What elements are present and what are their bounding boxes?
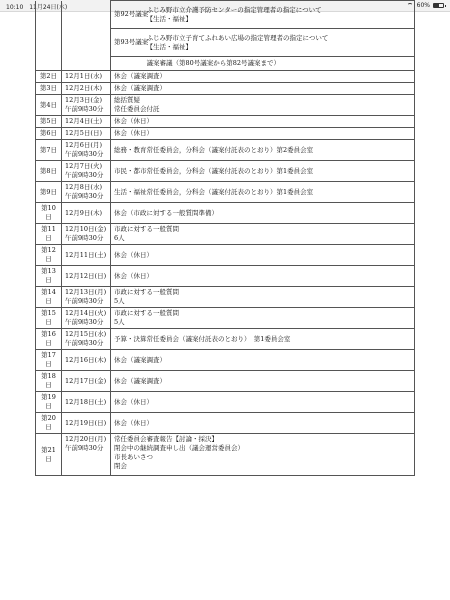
schedule-row	[36, 413, 415, 434]
date-cell	[62, 224, 111, 245]
date-line: 12月10日(金)	[65, 225, 107, 233]
date-line: 12月17日(金)	[65, 376, 107, 385]
detail-cell	[111, 95, 415, 116]
bill-row	[36, 1, 415, 29]
detail-cell	[111, 413, 415, 434]
detail-line: 総務・教育常任委員会，分科会（議案付託表のとおり）第2委員会室	[114, 145, 314, 154]
detail-line: 休会（休日）	[114, 250, 153, 259]
schedule-row	[36, 128, 415, 140]
date-line: 12月18日(土)	[65, 397, 107, 406]
bill-title	[144, 29, 415, 57]
date-cell	[62, 116, 111, 128]
date-line: 12月7日(火)	[65, 162, 102, 170]
date-line: 午前9時30分	[65, 339, 104, 347]
detail-cell	[111, 71, 415, 83]
date-cell	[62, 350, 111, 371]
bill-row	[36, 57, 415, 71]
day-number: 第4日	[36, 95, 62, 116]
schedule-row	[36, 203, 415, 224]
detail-cell	[111, 392, 415, 413]
schedule-row	[36, 266, 415, 287]
day-number: 第3日	[36, 83, 62, 95]
date-line: 12月12日(日)	[65, 271, 107, 280]
detail-cell	[111, 245, 415, 266]
date-line: 午前9時30分	[65, 297, 104, 305]
detail-line: 予算・決算常任委員会（議案付託表のとおり） 第1委員会室	[114, 334, 291, 343]
date-line: 12月9日(木)	[65, 208, 102, 217]
date-cell	[62, 140, 111, 161]
detail-cell	[111, 266, 415, 287]
day-number: 第18日	[36, 371, 62, 392]
date-line: 午前9時30分	[65, 234, 104, 242]
date-line: 12月6日(月)	[65, 141, 102, 149]
detail-cell	[111, 434, 415, 476]
bill-title-line: 議案審議（第80号議案から第82号議案まで）	[146, 59, 281, 67]
schedule-row	[36, 371, 415, 392]
date-line: 12月1日(水)	[65, 72, 102, 80]
date-line: 午前9時30分	[65, 318, 104, 326]
day-number: 第15日	[36, 308, 62, 329]
date-cell	[62, 245, 111, 266]
schedule-row	[36, 140, 415, 161]
detail-cell	[111, 329, 415, 350]
day-number: 第19日	[36, 392, 62, 413]
date-cell	[62, 57, 111, 71]
schedule-row	[36, 329, 415, 350]
date-cell	[62, 434, 111, 476]
detail-cell	[111, 161, 415, 182]
day-number: 第5日	[36, 116, 62, 128]
schedule-row	[36, 287, 415, 308]
bill-number: 第92号議案	[111, 1, 144, 29]
schedule-row	[36, 308, 415, 329]
day-number: 第10日	[36, 203, 62, 224]
schedule-row	[36, 161, 415, 182]
date-cell	[62, 71, 111, 83]
detail-cell	[111, 182, 415, 203]
bill-number	[111, 57, 144, 71]
detail-line: 6人	[114, 234, 125, 242]
detail-line: 市民・都市常任委員会，分科会（議案付託表のとおり）第1委員会室	[114, 166, 314, 175]
day-number: 第11日	[36, 224, 62, 245]
schedule-row	[36, 224, 415, 245]
date-line: 午前9時30分	[65, 444, 104, 452]
bill-title	[144, 57, 415, 71]
bill-number: 第93号議案	[111, 29, 144, 57]
date-line: 12月8日(水)	[65, 183, 102, 191]
day-number: 第9日	[36, 182, 62, 203]
date-line: 午前9時30分	[65, 171, 104, 179]
date-line: 午前9時30分	[65, 105, 104, 113]
detail-line: 休会（議案調査）	[114, 72, 166, 80]
schedule-row	[36, 245, 415, 266]
date-cell	[62, 203, 111, 224]
day-number: 第14日	[36, 287, 62, 308]
date-cell	[62, 1, 111, 29]
date-line: 12月2日(木)	[65, 84, 102, 92]
detail-line: 休会（市政に対する一般質問準備）	[114, 208, 218, 217]
date-line: 12月14日(火)	[65, 309, 107, 317]
day-number: 第21日	[36, 434, 62, 476]
date-line: 12月15日(水)	[65, 330, 107, 338]
date-cell	[62, 95, 111, 116]
day-number: 第7日	[36, 140, 62, 161]
date-cell	[62, 371, 111, 392]
detail-line: 市長あいさつ	[114, 453, 153, 461]
detail-cell	[111, 116, 415, 128]
battery-percent: 60%	[416, 2, 430, 9]
detail-line: 閉会中の継続調査申し出（議会運営委員会）	[114, 444, 244, 452]
date-cell	[62, 392, 111, 413]
schedule-row	[36, 182, 415, 203]
date-line: 12月5日(日)	[65, 129, 102, 137]
detail-cell	[111, 308, 415, 329]
day-number: 第17日	[36, 350, 62, 371]
schedule-row	[36, 71, 415, 83]
detail-line: 休会（休日）	[114, 117, 153, 125]
detail-line: 5人	[114, 297, 125, 305]
date-cell	[62, 83, 111, 95]
detail-line: 休会（休日）	[114, 397, 153, 406]
date-line: 12月11日(土)	[65, 250, 107, 259]
date-line: 12月19日(日)	[65, 418, 107, 427]
document-page	[35, 0, 415, 600]
schedule-row	[36, 350, 415, 371]
date-line: 12月3日(金)	[65, 96, 102, 104]
schedule-row	[36, 83, 415, 95]
detail-cell	[111, 350, 415, 371]
detail-line: 生活・福祉常任委員会，分科会（議案付託表のとおり）第1委員会室	[114, 187, 314, 196]
detail-cell	[111, 224, 415, 245]
detail-cell	[111, 128, 415, 140]
bill-title-line: 【生活・福祉】	[146, 14, 192, 23]
bill-row	[36, 29, 415, 57]
detail-line: 休会（休日）	[114, 271, 153, 280]
day-number: 第20日	[36, 413, 62, 434]
battery-icon	[433, 3, 444, 8]
day-number: 第8日	[36, 161, 62, 182]
detail-cell	[111, 83, 415, 95]
schedule-table	[35, 0, 415, 476]
date-cell	[62, 287, 111, 308]
detail-line: 休会（議案調査）	[114, 355, 166, 364]
day-number: 第2日	[36, 71, 62, 83]
date-cell	[62, 29, 111, 57]
detail-line: 休会（議案調査）	[114, 376, 166, 385]
day-cell	[36, 29, 62, 57]
detail-line: 閉会	[114, 462, 127, 470]
schedule-row	[36, 95, 415, 116]
detail-cell	[111, 287, 415, 308]
day-cell	[36, 1, 62, 29]
detail-line: 常任委員会付託	[114, 105, 160, 113]
detail-line: 常任委員会審査報告【討論・採決】	[114, 435, 218, 443]
bill-title-line: 【生活・福祉】	[146, 42, 192, 51]
date-line: 12月20日(月)	[65, 435, 107, 443]
detail-line: 休会（休日）	[114, 129, 153, 137]
date-line: 12月13日(月)	[65, 288, 107, 296]
detail-line: 総括質疑	[114, 96, 140, 104]
detail-line: 5人	[114, 318, 125, 326]
date-line: 午前9時30分	[65, 150, 104, 158]
bill-title-line: ふじみ野市立介護予防センターの指定管理者の指定について	[146, 5, 322, 14]
schedule-row	[36, 116, 415, 128]
date-cell	[62, 161, 111, 182]
detail-cell	[111, 140, 415, 161]
day-number: 第16日	[36, 329, 62, 350]
detail-cell	[111, 371, 415, 392]
status-date: 11月24日(水)	[29, 4, 68, 11]
detail-line: 市政に対する一般質問	[114, 288, 179, 296]
bill-title	[144, 1, 415, 29]
day-number: 第6日	[36, 128, 62, 140]
detail-line: 休会（議案調査）	[114, 84, 166, 92]
date-line: 12月16日(木)	[65, 355, 107, 364]
date-line: 午前9時30分	[65, 192, 104, 200]
detail-line: 市政に対する一般質問	[114, 225, 179, 233]
status-time: 10:10	[6, 4, 24, 11]
bill-title-line: ふじみ野市立子育てふれあい広場の指定管理者の指定について	[146, 33, 329, 42]
schedule-row	[36, 434, 415, 476]
detail-line: 休会（休日）	[114, 418, 153, 427]
date-cell	[62, 308, 111, 329]
detail-cell	[111, 203, 415, 224]
date-cell	[62, 413, 111, 434]
date-cell	[62, 182, 111, 203]
date-cell	[62, 329, 111, 350]
date-line: 12月4日(土)	[65, 117, 102, 125]
date-cell	[62, 128, 111, 140]
day-number: 第13日	[36, 266, 62, 287]
date-cell	[62, 266, 111, 287]
detail-line: 市政に対する一般質問	[114, 309, 179, 317]
day-cell	[36, 57, 62, 71]
schedule-row	[36, 392, 415, 413]
day-number: 第12日	[36, 245, 62, 266]
